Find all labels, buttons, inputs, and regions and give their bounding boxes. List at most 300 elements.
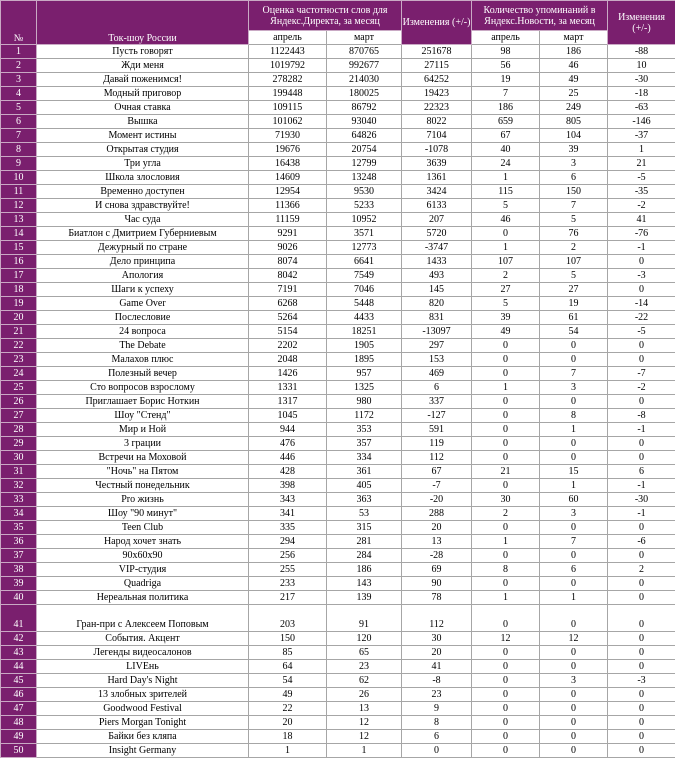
freq-change: 820 xyxy=(402,297,472,311)
news-april: 8 xyxy=(472,563,540,577)
news-change: 0 xyxy=(608,283,675,297)
row-number: 33 xyxy=(1,493,37,507)
show-name: Пусть говорят xyxy=(37,45,249,59)
freq-march: 315 xyxy=(327,521,402,535)
news-march: 19 xyxy=(540,297,608,311)
news-change: -76 xyxy=(608,227,675,241)
news-april: 0 xyxy=(472,577,540,591)
news-april: 0 xyxy=(472,479,540,493)
news-april: 21 xyxy=(472,465,540,479)
table-row xyxy=(1,367,675,381)
news-april: 12 xyxy=(472,632,540,646)
news-march: 3 xyxy=(540,157,608,171)
freq-march: 13 xyxy=(327,702,402,716)
freq-april: 255 xyxy=(249,563,327,577)
news-march: 805 xyxy=(540,115,608,129)
row-number: 16 xyxy=(1,255,37,269)
table-row xyxy=(1,325,675,339)
news-change: 0 xyxy=(608,730,675,744)
news-march: 0 xyxy=(540,716,608,730)
freq-march: 284 xyxy=(327,549,402,563)
table-row xyxy=(1,45,675,59)
freq-march: 405 xyxy=(327,479,402,493)
freq-april: 446 xyxy=(249,451,327,465)
news-change: 0 xyxy=(608,591,675,605)
news-april: 27 xyxy=(472,283,540,297)
show-name: Час суда xyxy=(37,213,249,227)
row-number: 46 xyxy=(1,688,37,702)
row-number: 14 xyxy=(1,227,37,241)
show-name: События. Акцент xyxy=(37,632,249,646)
table-row xyxy=(1,451,675,465)
freq-april: 5154 xyxy=(249,325,327,339)
news-april: 5 xyxy=(472,297,540,311)
news-april: 0 xyxy=(472,409,540,423)
news-april: 1 xyxy=(472,591,540,605)
freq-april: 398 xyxy=(249,479,327,493)
freq-change: 591 xyxy=(402,423,472,437)
news-april: 2 xyxy=(472,269,540,283)
news-change: -3 xyxy=(608,269,675,283)
table-row xyxy=(1,255,675,269)
news-change: 0 xyxy=(608,395,675,409)
freq-march: 20754 xyxy=(327,143,402,157)
news-change: 0 xyxy=(608,521,675,535)
news-change: -37 xyxy=(608,129,675,143)
news-april: 0 xyxy=(472,227,540,241)
table-body xyxy=(1,45,675,758)
header-freq-april: апрель xyxy=(249,31,327,45)
show-name: 13 злобных зрителей xyxy=(37,688,249,702)
row-number: 48 xyxy=(1,716,37,730)
news-april: 0 xyxy=(472,674,540,688)
news-march: 0 xyxy=(540,646,608,660)
freq-april: 11366 xyxy=(249,199,327,213)
table-row xyxy=(1,213,675,227)
news-change: -5 xyxy=(608,325,675,339)
news-change: 10 xyxy=(608,59,675,73)
freq-march: 361 xyxy=(327,465,402,479)
row-number: 12 xyxy=(1,199,37,213)
news-april: 56 xyxy=(472,59,540,73)
news-april: 0 xyxy=(472,353,540,367)
row-number: 26 xyxy=(1,395,37,409)
show-name: Game Over xyxy=(37,297,249,311)
table-row xyxy=(1,283,675,297)
freq-march: 353 xyxy=(327,423,402,437)
news-change: -63 xyxy=(608,101,675,115)
header-news-group: Количество упоминаний в Яндекс.Новости, за месяц xyxy=(472,1,608,31)
news-april: 19 xyxy=(472,73,540,87)
table-row xyxy=(1,549,675,563)
show-name: Шаги к успеху xyxy=(37,283,249,297)
news-change: -30 xyxy=(608,73,675,87)
table-row xyxy=(1,646,675,660)
freq-april: 1045 xyxy=(249,409,327,423)
freq-april: 278282 xyxy=(249,73,327,87)
show-name: Апология xyxy=(37,269,249,283)
table-row xyxy=(1,171,675,185)
row-number: 5 xyxy=(1,101,37,115)
table-row xyxy=(1,101,675,115)
news-march: 3 xyxy=(540,674,608,688)
freq-april: 199448 xyxy=(249,87,327,101)
header-freq-change: Изменения (+/-) xyxy=(402,1,472,45)
freq-april: 109115 xyxy=(249,101,327,115)
news-change: 0 xyxy=(608,451,675,465)
freq-april: 8042 xyxy=(249,269,327,283)
freq-change: 469 xyxy=(402,367,472,381)
news-march: 107 xyxy=(540,255,608,269)
row-number: 27 xyxy=(1,409,37,423)
freq-april: 944 xyxy=(249,423,327,437)
show-name: Гран-при с Алексеем Поповым xyxy=(37,605,249,632)
news-march: 0 xyxy=(540,451,608,465)
freq-april: 85 xyxy=(249,646,327,660)
freq-change: 288 xyxy=(402,507,472,521)
show-name: Дежурный по стране xyxy=(37,241,249,255)
table-row xyxy=(1,381,675,395)
row-number: 44 xyxy=(1,660,37,674)
freq-march: 12773 xyxy=(327,241,402,255)
show-name: Piers Morgan Tonight xyxy=(37,716,249,730)
freq-march: 180025 xyxy=(327,87,402,101)
freq-change: -3747 xyxy=(402,241,472,255)
news-march: 1 xyxy=(540,423,608,437)
news-change: 0 xyxy=(608,549,675,563)
freq-march: 980 xyxy=(327,395,402,409)
table-row xyxy=(1,521,675,535)
news-april: 0 xyxy=(472,395,540,409)
news-change: -18 xyxy=(608,87,675,101)
table-row xyxy=(1,674,675,688)
show-name: Модный приговор xyxy=(37,87,249,101)
row-number: 18 xyxy=(1,283,37,297)
news-april: 0 xyxy=(472,646,540,660)
freq-april: 343 xyxy=(249,493,327,507)
row-number: 11 xyxy=(1,185,37,199)
row-number: 19 xyxy=(1,297,37,311)
show-name: Мир и Ной xyxy=(37,423,249,437)
news-change: -7 xyxy=(608,367,675,381)
freq-march: 3571 xyxy=(327,227,402,241)
news-april: 0 xyxy=(472,367,540,381)
row-number: 1 xyxy=(1,45,37,59)
news-change: -1 xyxy=(608,479,675,493)
freq-april: 19676 xyxy=(249,143,327,157)
show-name: И снова здравствуйте! xyxy=(37,199,249,213)
news-april: 115 xyxy=(472,185,540,199)
freq-change: 337 xyxy=(402,395,472,409)
freq-march: 357 xyxy=(327,437,402,451)
news-march: 7 xyxy=(540,535,608,549)
news-april: 67 xyxy=(472,129,540,143)
news-march: 0 xyxy=(540,437,608,451)
show-name: Жди меня xyxy=(37,59,249,73)
row-number: 36 xyxy=(1,535,37,549)
news-april: 5 xyxy=(472,199,540,213)
freq-change: 9 xyxy=(402,702,472,716)
news-march: 1 xyxy=(540,479,608,493)
header-number: № xyxy=(1,1,37,45)
table-row xyxy=(1,339,675,353)
news-march: 0 xyxy=(540,353,608,367)
freq-march: 334 xyxy=(327,451,402,465)
row-number: 34 xyxy=(1,507,37,521)
row-number: 4 xyxy=(1,87,37,101)
freq-march: 13248 xyxy=(327,171,402,185)
freq-change: 112 xyxy=(402,605,472,632)
freq-march: 363 xyxy=(327,493,402,507)
table-row xyxy=(1,423,675,437)
table-row xyxy=(1,59,675,73)
freq-march: 53 xyxy=(327,507,402,521)
freq-march: 12 xyxy=(327,716,402,730)
table-row xyxy=(1,577,675,591)
freq-april: 2048 xyxy=(249,353,327,367)
news-change: -2 xyxy=(608,381,675,395)
table-row xyxy=(1,395,675,409)
freq-march: 120 xyxy=(327,632,402,646)
freq-change: 119 xyxy=(402,437,472,451)
freq-change: 41 xyxy=(402,660,472,674)
freq-change: 27115 xyxy=(402,59,472,73)
row-number: 15 xyxy=(1,241,37,255)
news-change: 0 xyxy=(608,688,675,702)
table-row xyxy=(1,535,675,549)
freq-change: 251678 xyxy=(402,45,472,59)
freq-change: 23 xyxy=(402,688,472,702)
table-row xyxy=(1,660,675,674)
news-march: 5 xyxy=(540,213,608,227)
freq-april: 2202 xyxy=(249,339,327,353)
freq-april: 18 xyxy=(249,730,327,744)
row-number: 23 xyxy=(1,353,37,367)
news-change: 0 xyxy=(608,605,675,632)
news-march: 46 xyxy=(540,59,608,73)
freq-april: 49 xyxy=(249,688,327,702)
freq-change: 22323 xyxy=(402,101,472,115)
freq-april: 14609 xyxy=(249,171,327,185)
news-april: 7 xyxy=(472,87,540,101)
freq-april: 12954 xyxy=(249,185,327,199)
freq-change: 207 xyxy=(402,213,472,227)
freq-change: 1361 xyxy=(402,171,472,185)
freq-change: 6 xyxy=(402,730,472,744)
news-change: 0 xyxy=(608,716,675,730)
freq-april: 341 xyxy=(249,507,327,521)
table-row xyxy=(1,591,675,605)
row-number: 20 xyxy=(1,311,37,325)
freq-change: -20 xyxy=(402,493,472,507)
news-change: -5 xyxy=(608,171,675,185)
row-number: 29 xyxy=(1,437,37,451)
header-freq-march: март xyxy=(327,31,402,45)
freq-march: 1172 xyxy=(327,409,402,423)
news-april: 1 xyxy=(472,535,540,549)
news-march: 0 xyxy=(540,577,608,591)
news-change: -35 xyxy=(608,185,675,199)
news-april: 24 xyxy=(472,157,540,171)
show-name: Послесловие xyxy=(37,311,249,325)
freq-april: 476 xyxy=(249,437,327,451)
news-march: 27 xyxy=(540,283,608,297)
news-march: 0 xyxy=(540,688,608,702)
freq-change: 30 xyxy=(402,632,472,646)
table-row xyxy=(1,227,675,241)
show-name: LIVEнь xyxy=(37,660,249,674)
freq-april: 428 xyxy=(249,465,327,479)
freq-april: 1426 xyxy=(249,367,327,381)
freq-march: 7549 xyxy=(327,269,402,283)
freq-march: 5448 xyxy=(327,297,402,311)
freq-change: 19423 xyxy=(402,87,472,101)
news-march: 0 xyxy=(540,702,608,716)
news-march: 0 xyxy=(540,660,608,674)
news-march: 1 xyxy=(540,591,608,605)
news-march: 2 xyxy=(540,241,608,255)
header-freq-group: Оценка частотности слов для Яндекс.Директа, за месяц xyxy=(249,1,402,31)
freq-march: 281 xyxy=(327,535,402,549)
row-number: 49 xyxy=(1,730,37,744)
show-name: Дело принципа xyxy=(37,255,249,269)
freq-april: 150 xyxy=(249,632,327,646)
header-news-april: апрель xyxy=(472,31,540,45)
news-april: 0 xyxy=(472,521,540,535)
row-number: 30 xyxy=(1,451,37,465)
freq-march: 139 xyxy=(327,591,402,605)
freq-change: 153 xyxy=(402,353,472,367)
table-row xyxy=(1,199,675,213)
row-number: 32 xyxy=(1,479,37,493)
table-row xyxy=(1,437,675,451)
header-news-change: Изменения (+/-) xyxy=(608,1,675,45)
show-name: Малахов плюс xyxy=(37,353,249,367)
freq-april: 256 xyxy=(249,549,327,563)
row-number: 7 xyxy=(1,129,37,143)
show-name: Шоу "90 минут" xyxy=(37,507,249,521)
table-row xyxy=(1,730,675,744)
show-name: VIP-студия xyxy=(37,563,249,577)
freq-march: 7046 xyxy=(327,283,402,297)
news-april: 46 xyxy=(472,213,540,227)
show-name: Приглашает Борис Ноткин xyxy=(37,395,249,409)
row-number: 28 xyxy=(1,423,37,437)
news-march: 25 xyxy=(540,87,608,101)
table-row xyxy=(1,241,675,255)
freq-change: 90 xyxy=(402,577,472,591)
freq-change: -8 xyxy=(402,674,472,688)
news-march: 6 xyxy=(540,563,608,577)
news-change: 0 xyxy=(608,437,675,451)
news-april: 0 xyxy=(472,605,540,632)
row-number: 17 xyxy=(1,269,37,283)
news-april: 0 xyxy=(472,702,540,716)
news-march: 0 xyxy=(540,744,608,758)
news-april: 39 xyxy=(472,311,540,325)
freq-change: 7104 xyxy=(402,129,472,143)
news-change: 0 xyxy=(608,632,675,646)
table-row xyxy=(1,632,675,646)
row-number: 8 xyxy=(1,143,37,157)
news-change: 21 xyxy=(608,157,675,171)
show-name: Давай поженимся! xyxy=(37,73,249,87)
freq-march: 23 xyxy=(327,660,402,674)
news-change: 0 xyxy=(608,255,675,269)
news-change: -30 xyxy=(608,493,675,507)
news-march: 0 xyxy=(540,605,608,632)
row-number: 37 xyxy=(1,549,37,563)
show-name: Pro жизнь xyxy=(37,493,249,507)
freq-march: 10952 xyxy=(327,213,402,227)
news-march: 6 xyxy=(540,171,608,185)
freq-april: 1331 xyxy=(249,381,327,395)
news-change: 0 xyxy=(608,353,675,367)
freq-march: 65 xyxy=(327,646,402,660)
news-march: 60 xyxy=(540,493,608,507)
show-name: Три угла xyxy=(37,157,249,171)
show-name: Временно доступен xyxy=(37,185,249,199)
row-number: 42 xyxy=(1,632,37,646)
freq-march: 1905 xyxy=(327,339,402,353)
news-april: 30 xyxy=(472,493,540,507)
freq-change: 67 xyxy=(402,465,472,479)
news-march: 249 xyxy=(540,101,608,115)
table-row xyxy=(1,702,675,716)
news-change: 0 xyxy=(608,744,675,758)
freq-april: 8074 xyxy=(249,255,327,269)
freq-april: 22 xyxy=(249,702,327,716)
news-change: 1 xyxy=(608,143,675,157)
freq-march: 91 xyxy=(327,605,402,632)
news-march: 0 xyxy=(540,549,608,563)
row-number: 9 xyxy=(1,157,37,171)
freq-march: 870765 xyxy=(327,45,402,59)
row-number: 43 xyxy=(1,646,37,660)
freq-change: 8 xyxy=(402,716,472,730)
table-row xyxy=(1,87,675,101)
freq-april: 7191 xyxy=(249,283,327,297)
freq-change: 13 xyxy=(402,535,472,549)
freq-april: 1 xyxy=(249,744,327,758)
table-row xyxy=(1,716,675,730)
news-march: 0 xyxy=(540,339,608,353)
freq-march: 26 xyxy=(327,688,402,702)
news-april: 0 xyxy=(472,451,540,465)
news-april: 0 xyxy=(472,688,540,702)
news-april: 1 xyxy=(472,241,540,255)
freq-april: 203 xyxy=(249,605,327,632)
freq-april: 335 xyxy=(249,521,327,535)
freq-march: 4433 xyxy=(327,311,402,325)
row-number: 10 xyxy=(1,171,37,185)
show-name: Очная ставка xyxy=(37,101,249,115)
news-march: 3 xyxy=(540,507,608,521)
news-change: 0 xyxy=(608,702,675,716)
row-number: 38 xyxy=(1,563,37,577)
freq-march: 86792 xyxy=(327,101,402,115)
freq-march: 62 xyxy=(327,674,402,688)
table-row xyxy=(1,115,675,129)
table-row xyxy=(1,157,675,171)
freq-march: 143 xyxy=(327,577,402,591)
show-name: 90x60x90 xyxy=(37,549,249,563)
news-march: 104 xyxy=(540,129,608,143)
table-row xyxy=(1,353,675,367)
show-name: 3 грации xyxy=(37,437,249,451)
news-april: 0 xyxy=(472,549,540,563)
row-number: 45 xyxy=(1,674,37,688)
